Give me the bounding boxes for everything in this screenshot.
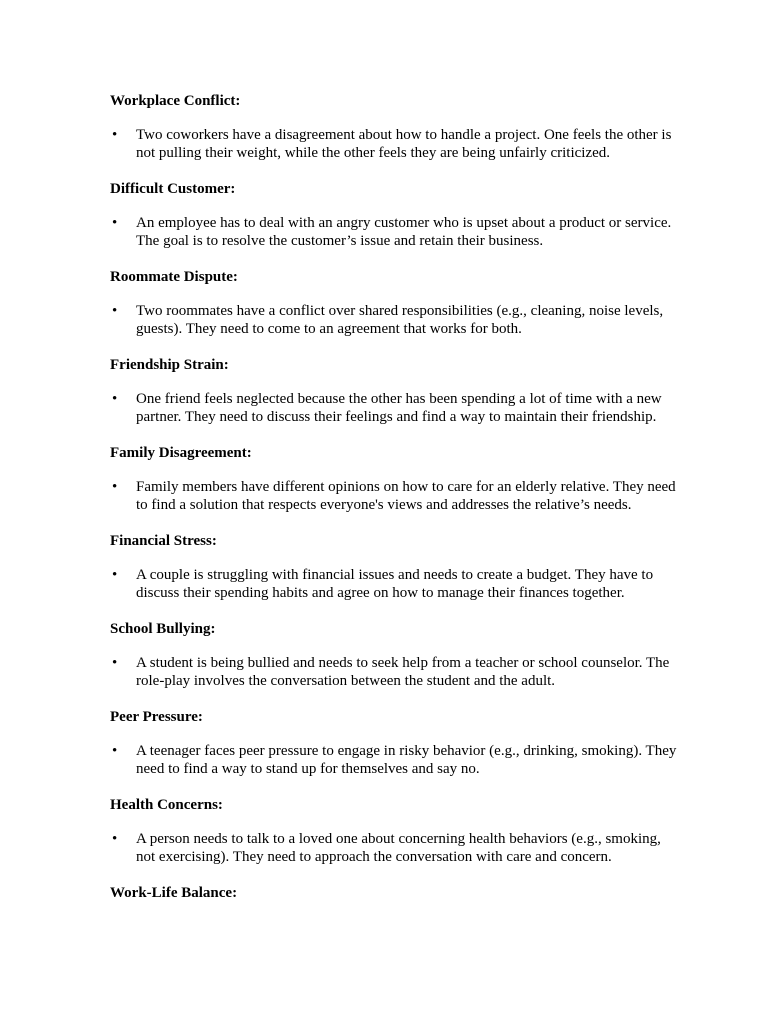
section-work-life-balance [110, 884, 680, 902]
bullet-icon: • [112, 215, 118, 231]
section-friendship-strain [110, 356, 680, 426]
section-difficult-customer [110, 180, 680, 250]
section-heading: Financial Stress: [110, 533, 217, 549]
bullet-text: A student is being bullied and needs to seek help from a teacher or school counselor. The role-play involves the conversation between the student and the adult. [136, 655, 670, 689]
bullet-item [110, 566, 680, 602]
section-financial-stress [110, 532, 680, 602]
section-heading: School Bullying: [110, 621, 216, 637]
bullet-text: One friend feels neglected because the other has been spending a lot of time with a new partner. They need to discuss their feelings and find a way to maintain their friendship. [136, 391, 662, 425]
section-health-concerns [110, 796, 680, 866]
bullet-text: A couple is struggling with financial issues and needs to create a budget. They have to discuss their spending habits and agree on how to manage their finances together. [136, 567, 654, 601]
bullet-text: An employee has to deal with an angry customer who is upset about a product or service. The goal is to resolve the customer’s issue and retain their business. [136, 215, 672, 249]
section-heading: Roommate Dispute: [110, 269, 238, 285]
bullet-item [110, 126, 680, 162]
bullet-icon: • [112, 567, 118, 583]
bullet-item [110, 742, 680, 778]
section-heading: Difficult Customer: [110, 181, 236, 197]
section-school-bullying [110, 620, 680, 690]
bullet-item [110, 654, 680, 690]
bullet-item [110, 302, 680, 338]
section-family-disagreement [110, 444, 680, 514]
bullet-item [110, 390, 680, 426]
section-heading: Peer Pressure: [110, 709, 203, 725]
section-roommate-dispute [110, 268, 680, 338]
bullet-icon: • [112, 743, 118, 759]
section-heading: Work-Life Balance: [110, 885, 238, 901]
section-peer-pressure [110, 708, 680, 778]
bullet-item [110, 830, 680, 866]
document-page [110, 92, 680, 902]
section-heading: Family Disagreement: [110, 445, 252, 461]
section-heading: Friendship Strain: [110, 357, 229, 373]
bullet-icon: • [112, 391, 118, 407]
bullet-text: Two coworkers have a disagreement about how to handle a project. One feels the other is not pulling their weight, while the other feels they are being unfairly criticized. [136, 127, 672, 161]
bullet-icon: • [112, 831, 118, 847]
bullet-text: Two roommates have a conflict over shared responsibilities (e.g., cleaning, noise levels, guests). They need to come to an agreement that works for both. [136, 303, 664, 337]
bullet-icon: • [112, 479, 118, 495]
bullet-text: A person needs to talk to a loved one about concerning health behaviors (e.g., smoking, not exercising). They need to approach the conversation with care and concern. [136, 831, 661, 865]
bullet-icon: • [112, 655, 118, 671]
bullet-item [110, 214, 680, 250]
bullet-text: Family members have different opinions on how to care for an elderly relative. They need to find a solution that respects everyone's views and addresses the relative’s needs. [136, 479, 676, 513]
bullet-item [110, 478, 680, 514]
section-heading: Health Concerns: [110, 797, 223, 813]
section-heading: Workplace Conflict: [110, 93, 241, 109]
section-workplace-conflict [110, 92, 680, 162]
bullet-icon: • [112, 127, 118, 143]
bullet-text: A teenager faces peer pressure to engage in risky behavior (e.g., drinking, smoking). They need to find a way to stand up for themselves and say no. [136, 743, 677, 777]
bullet-icon: • [112, 303, 118, 319]
